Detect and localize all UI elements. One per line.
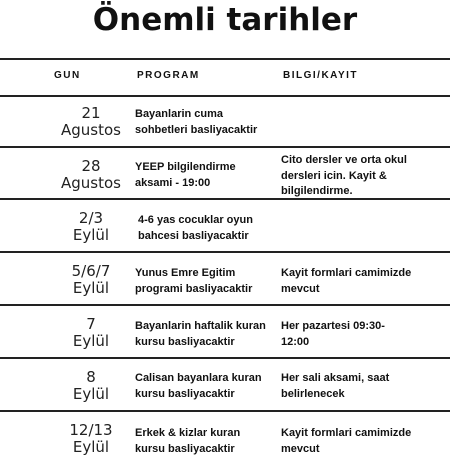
row-divider xyxy=(0,198,450,200)
info-text: mevcut xyxy=(281,443,320,455)
date-month: Eylül xyxy=(72,332,110,350)
info-text: Kayit formlari camimizde xyxy=(281,427,412,439)
program-text: sohbetleri basliyacaktir xyxy=(135,124,258,136)
page-title: Önemli tarihler xyxy=(92,2,358,38)
program-text: YEEP bilgilendirme xyxy=(135,161,236,173)
header-bottom-divider xyxy=(0,95,450,97)
program-text: 4-6 yas cocuklar oyun xyxy=(138,214,253,226)
info-text: Her sali aksami, saat xyxy=(281,372,390,384)
program-text: Bayanlarin haftalik kuran xyxy=(135,320,266,332)
info-text: Her pazartesi 09:30- xyxy=(281,320,385,332)
program-text: kursu basliyacaktir xyxy=(135,443,235,455)
info-text: dersleri icin. Kayit & xyxy=(281,170,387,182)
column-header-info: BILGI/KAYIT xyxy=(283,70,359,81)
program-text: kursu basliyacaktir xyxy=(135,336,235,348)
row-divider xyxy=(0,146,450,148)
date-month: Agustos xyxy=(61,174,121,192)
column-header-program: PROGRAM xyxy=(137,70,200,81)
date-month: Eylül xyxy=(72,438,110,456)
program-text: kursu basliyacaktir xyxy=(135,388,235,400)
row-divider xyxy=(0,357,450,359)
row-divider xyxy=(0,410,450,412)
date-month: Eylül xyxy=(72,279,110,297)
date-month: Eylül xyxy=(72,226,110,244)
info-text: mevcut xyxy=(281,283,320,295)
row-divider xyxy=(0,304,450,306)
program-text: Bayanlarin cuma xyxy=(135,108,224,120)
program-text: Erkek & kizlar kuran xyxy=(135,427,241,439)
date-day: 2/3 xyxy=(78,209,104,227)
date-day: 8 xyxy=(86,368,96,386)
program-text: programi basliyacaktir xyxy=(135,283,253,295)
program-text: Yunus Emre Egitim xyxy=(135,267,236,279)
header-top-divider xyxy=(0,58,450,60)
info-text: bilgilendirme. xyxy=(281,185,353,197)
row-divider xyxy=(0,251,450,253)
date-day: 28 xyxy=(81,157,101,175)
info-text: belirlenecek xyxy=(281,388,345,400)
date-day: 5/6/7 xyxy=(71,262,111,280)
date-day: 7 xyxy=(86,315,96,333)
date-month: Agustos xyxy=(61,121,121,139)
program-text: Calisan bayanlara kuran xyxy=(135,372,262,384)
info-text: Cito dersler ve orta okul xyxy=(281,154,407,166)
info-text: Kayit formlari camimizde xyxy=(281,267,412,279)
date-day: 12/13 xyxy=(69,421,113,439)
program-text: bahcesi basliyacaktir xyxy=(138,230,249,242)
date-month: Eylül xyxy=(72,385,110,403)
info-text: 12:00 xyxy=(281,336,310,348)
program-text: aksami - 19:00 xyxy=(135,177,211,189)
column-header-date: GUN xyxy=(54,70,81,81)
date-day: 21 xyxy=(81,104,101,122)
